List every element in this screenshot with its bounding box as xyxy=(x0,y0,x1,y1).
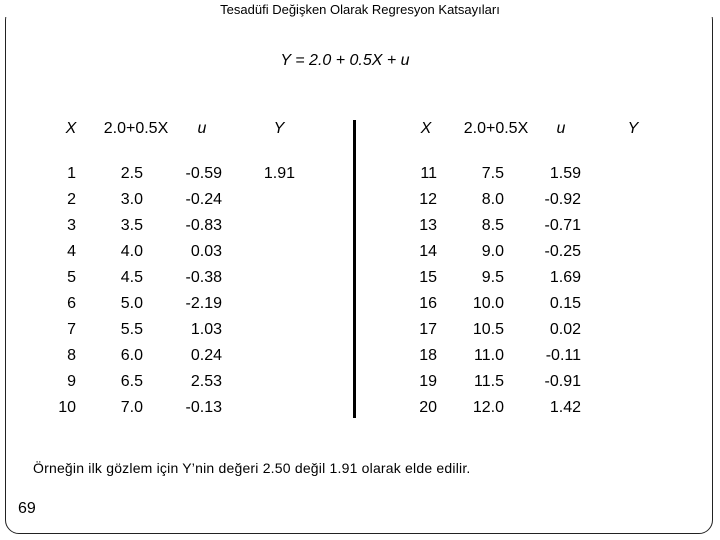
cell-left-x: 5 xyxy=(67,269,76,286)
cell-left-u: -2.19 xyxy=(185,295,222,312)
header-y-right: Y xyxy=(627,120,639,137)
cell-left-x: 7 xyxy=(67,321,76,338)
cell-right-x: 14 xyxy=(419,243,437,260)
header-u-left: u xyxy=(197,120,207,137)
cell-left-y: 1.91 xyxy=(263,165,295,182)
cell-left-u: -0.83 xyxy=(185,217,222,234)
cell-right-x: 20 xyxy=(419,399,437,416)
cell-left-u: -0.13 xyxy=(185,399,222,416)
cell-left-x: 1 xyxy=(67,165,76,182)
cell-right-fitted: 10.0 xyxy=(472,295,504,312)
cell-right-x: 15 xyxy=(419,269,437,286)
header-x-left: X xyxy=(65,120,77,137)
page-number: 69 xyxy=(18,500,36,517)
cell-right-fitted: 11.0 xyxy=(474,347,504,364)
cell-left-x: 4 xyxy=(67,243,76,260)
cell-left-x: 3 xyxy=(67,217,76,234)
model-equation: Y = 2.0 + 0.5X + u xyxy=(280,52,410,69)
cell-right-u: 1.42 xyxy=(549,399,581,416)
footnote: Örneğin ilk gözlem için Y’nin değeri 2.50 değil 1.91 olarak elde edilir. xyxy=(33,460,471,476)
cell-right-x: 12 xyxy=(419,191,437,208)
cell-right-u: -0.71 xyxy=(544,217,581,234)
cell-left-fitted: 5.0 xyxy=(120,295,143,312)
cell-left-x: 9 xyxy=(67,373,76,390)
cell-left-u: -0.24 xyxy=(185,191,222,208)
cell-left-u: 2.53 xyxy=(190,373,222,390)
cell-left-x: 6 xyxy=(67,295,76,312)
cell-left-x: 2 xyxy=(67,191,76,208)
cell-left-fitted: 2.5 xyxy=(120,165,143,182)
cell-right-u: -0.11 xyxy=(545,347,581,364)
cell-right-fitted: 10.5 xyxy=(472,321,504,338)
cell-right-fitted: 8.0 xyxy=(481,191,504,208)
cell-right-u: 0.15 xyxy=(549,295,581,312)
cell-right-x: 13 xyxy=(419,217,437,234)
cell-left-u: -0.59 xyxy=(185,165,222,182)
cell-right-x: 11 xyxy=(420,165,437,182)
cell-right-fitted: 8.5 xyxy=(481,217,504,234)
cell-left-fitted: 4.0 xyxy=(120,243,143,260)
cell-left-fitted: 6.5 xyxy=(120,373,143,390)
cell-left-u: 0.03 xyxy=(190,243,222,260)
cell-left-u: -0.38 xyxy=(185,269,222,286)
slide-title xyxy=(0,2,720,17)
cell-right-fitted: 11.5 xyxy=(474,373,504,390)
cell-right-u: -0.25 xyxy=(544,243,581,260)
cell-right-u: -0.91 xyxy=(544,373,581,390)
header-fitted-right: 2.0+0.5X xyxy=(463,120,529,137)
cell-right-u: 1.59 xyxy=(549,165,581,182)
cell-right-x: 16 xyxy=(419,295,437,312)
cell-left-x: 10 xyxy=(58,399,76,416)
cell-right-fitted: 9.0 xyxy=(481,243,504,260)
header-x-right: X xyxy=(420,120,432,137)
cell-right-fitted: 7.5 xyxy=(481,165,504,182)
cell-right-u: 1.69 xyxy=(549,269,581,286)
header-u-right: u xyxy=(556,120,566,137)
header-fitted-left: 2.0+0.5X xyxy=(103,120,169,137)
cell-right-u: 0.02 xyxy=(549,321,581,338)
cell-left-x: 8 xyxy=(67,347,76,364)
cell-left-u: 1.03 xyxy=(190,321,222,338)
cell-left-fitted: 7.0 xyxy=(120,399,143,416)
cell-left-fitted: 4.5 xyxy=(120,269,143,286)
cell-left-u: 0.24 xyxy=(190,347,222,364)
cell-right-fitted: 9.5 xyxy=(481,269,504,286)
cell-left-fitted: 6.0 xyxy=(120,347,143,364)
cell-left-fitted: 3.5 xyxy=(120,217,143,234)
cell-left-fitted: 5.5 xyxy=(120,321,143,338)
cell-right-fitted: 12.0 xyxy=(472,399,504,416)
slide-frame xyxy=(5,6,713,534)
slide-title-text: Tesadüfi Değişken Olarak Regresyon Katsayıları xyxy=(216,2,504,17)
cell-right-x: 17 xyxy=(419,321,437,338)
cell-right-u: -0.92 xyxy=(544,191,581,208)
table-divider xyxy=(353,120,356,418)
cell-left-fitted: 3.0 xyxy=(120,191,143,208)
cell-right-x: 18 xyxy=(419,347,437,364)
header-y-left: Y xyxy=(273,120,285,137)
cell-right-x: 19 xyxy=(419,373,437,390)
